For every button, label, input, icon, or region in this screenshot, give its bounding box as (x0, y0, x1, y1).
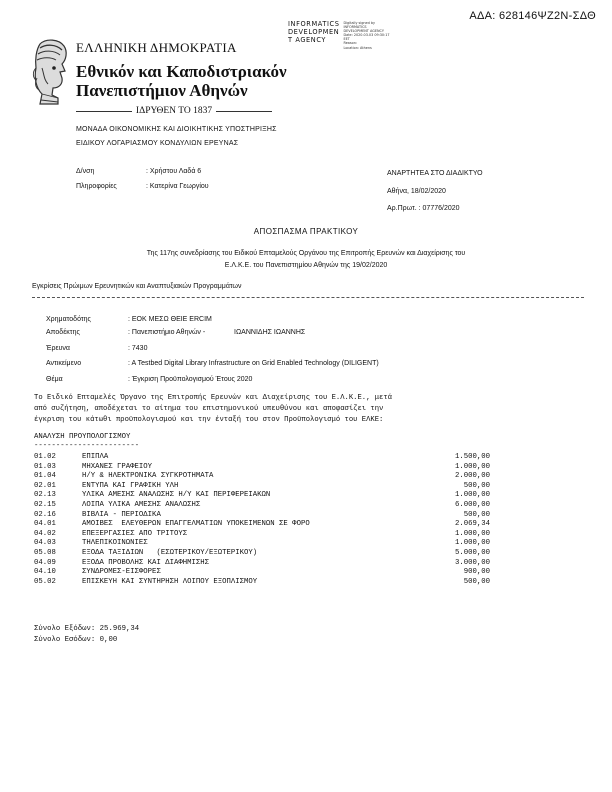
budget-amount: 5.000,00 (454, 548, 490, 557)
budget-name: ΕΞΟΔΑ ΤΑΞΙΔΙΩΝ (ΕΣΩΤΕΡΙΚΟΥ/ΕΞΩΤΕΡΙΚΟΥ) (82, 548, 258, 557)
document-date: Αθήνα, 18/02/2020 (387, 188, 446, 195)
digital-signature-stamp (288, 20, 390, 50)
budget-code: 04.01 (34, 520, 56, 529)
stamp-line: T AGENCY (288, 36, 327, 44)
section-heading: Εγκρίσεις Πρώιμων Ερευνητικών και Αναπτυξιακών Προγραμμάτων (32, 283, 242, 290)
total-income: Σύνολο Εσόδων: 0,00 (34, 636, 118, 644)
stamp-detail-line: DEVELOPMENT AGENCY (343, 29, 384, 34)
stamp-detail-line: Reason: (343, 41, 357, 46)
university-name-line: Εθνικόν και Καποδιστριακόν (76, 62, 287, 81)
budget-row (34, 472, 490, 482)
decision-line: Το Ειδικό Επταμελές Όργανο της Επιτροπής Ερευνών και Διαχείρισης του Ε.Λ.Κ.Ε., μετά (34, 394, 392, 402)
unit-name: ΜΟΝΑΔΑ ΟΙΚΟΝΟΜΙΚΗΣ ΚΑΙ ΔΙΟΙΚΗΤΙΚΗΣ ΥΠΟΣΤΗΡΙΞΗΣ (76, 126, 277, 133)
budget-code: 02.15 (34, 500, 56, 509)
stamp-detail-line: Digitally signed by (343, 21, 376, 25)
budget-code: 02.16 (34, 510, 56, 519)
stamp-detail-line: Location: Athens (343, 45, 372, 50)
stamp-line: INFORMATICS (288, 20, 340, 28)
posting-note: ΑΝΑΡΤΗΤΕΑ ΣΤΟ ΔΙΑΔΙΚΤΥΟ (387, 170, 483, 177)
founded-line (76, 106, 272, 116)
meta-value: : ΕΟΚ ΜΕΣΩ ΘΕΙΕ ΕRCIM (128, 316, 212, 323)
address-label: Δ/νση (76, 168, 95, 175)
budget-name: ΛΟΙΠΑ ΥΛΙΚΑ ΑΜΕΣΗΣ ΑΝΑΛΩΣΗΣ (82, 500, 201, 509)
total-expenses: Σύνολο Εξόδων: 25.969,34 (34, 625, 140, 633)
budget-amount: 1.000,00 (454, 539, 490, 548)
decision-line: έγκριση του κάτωθι προϋπολογισμού και την ένταξή του στον Προϋπολογισμό του ΕΛΚΕ: (34, 416, 384, 424)
budget-name: ΣΥΝΔΡΟΜΕΣ-ΕΙΣΦΟΡΕΣ (82, 568, 161, 577)
budget-amount: 500,00 (463, 577, 490, 586)
document-title: ΑΠΟΣΠΑΣΜΑ ΠΡΑΚΤΙΚΟΥ (253, 227, 359, 236)
meta-label: Αποδέκτης (46, 329, 80, 336)
budget-name: ΕΠΙΠΛΑ (82, 453, 109, 461)
budget-row (34, 482, 490, 492)
stamp-signer (288, 20, 340, 50)
budget-name: ΜΗΧΑΝΕΣ ΓΡΑΦΕΙΟΥ (82, 462, 153, 471)
stamp-details (344, 21, 390, 50)
university-name-line: Πανεπιστήμιον Αθηνών (76, 81, 248, 100)
session-line: Της 117ης συνεδρίασης του Ειδικού Επταμελούς Οργάνου της Επιτροπής Ερευνών και Διαχείρισης του (146, 250, 466, 257)
divider (216, 111, 272, 112)
budget-code: 01.04 (34, 472, 56, 481)
info-value: : Κατερίνα Γεωργίου (146, 183, 209, 190)
founded-text: ΙΔΡΥΘΕΝ ΤΟ 1837 (135, 106, 213, 116)
budget-row (34, 520, 490, 530)
budget-amount: 2.069,34 (454, 520, 490, 529)
principal-investigator: ΙΩΑΝΝΙΔΗΣ ΙΩΑΝΝΗΣ (234, 329, 306, 336)
meta-value: : 7430 (128, 345, 148, 352)
stamp-detail-line: Date: 2020.03.03 09:30:17 (343, 33, 390, 38)
budget-amount: 3.000,00 (454, 558, 490, 567)
budget-row (34, 453, 490, 463)
budget-row (34, 549, 490, 559)
divider (76, 111, 132, 112)
budget-code: 01.03 (34, 462, 56, 471)
athena-logo-icon (32, 38, 70, 108)
meta-label: Αντικείμενο (46, 360, 82, 367)
budget-amount: 500,00 (463, 510, 490, 519)
stamp-detail-line: INFORMATICS (343, 25, 367, 30)
decision-line: από συζήτηση, αποδέχεται το αίτημα του επιστημονικού υπευθύνου και αποφασίζει την (34, 405, 384, 413)
meta-value: : A Testbed Digital Library Infrastructure on Grid Enabled Technology (DILIGENT) (128, 360, 379, 367)
budget-name: ΕΝΤΥΠΑ ΚΑΙ ΓΡΑΦΙΚΗ ΥΛΗ (82, 481, 179, 490)
budget-amount: 500,00 (463, 481, 490, 490)
budget-amount: 1.500,00 (454, 453, 490, 461)
budget-row (34, 491, 490, 501)
meta-label: Έρευνα (46, 345, 70, 352)
budget-code: 05.02 (34, 577, 56, 586)
budget-name: ΕΠΕΞΕΡΓΑΣΙΕΣ ΑΠΟ ΤΡΙΤΟΥΣ (82, 529, 188, 538)
unit-subname: ΕΙΔΙΚΟΥ ΛΟΓΑΡΙΑΣΜΟΥ ΚΟΝΔΥΛΙΩΝ ΕΡΕΥΝΑΣ (76, 140, 239, 147)
budget-amount: 1.000,00 (454, 491, 490, 500)
budget-amount: 1.000,00 (454, 529, 490, 538)
budget-code: 04.09 (34, 558, 56, 567)
analysis-title: ΑΝΑΛΥΣΗ ΠΡΟΥΠΟΛΟΓΙΣΜΟΥ (34, 433, 131, 441)
protocol-number: Αρ.Πρωτ. : 07776/2020 (387, 205, 460, 212)
budget-row (34, 559, 490, 569)
budget-code: 04.03 (34, 539, 56, 548)
budget-name: Η/Υ & ΗΛΕΚΤΡΟΝΙΚΑ ΣΥΓΚΡΟΤΗΜΑΤΑ (82, 472, 214, 481)
budget-amount: 900,00 (463, 568, 490, 577)
budget-name: ΕΞΟΔΑ ΠΡΟΒΟΛΗΣ ΚΑΙ ΔΙΑΦΗΜΙΣΗΣ (82, 558, 209, 567)
budget-code: 05.08 (34, 548, 56, 557)
analysis-rule: ------------------------ (34, 442, 140, 450)
budget-row (34, 539, 490, 549)
budget-row (34, 501, 490, 511)
budget-code: 02.01 (34, 481, 56, 490)
budget-row (34, 530, 490, 540)
budget-code: 02.13 (34, 491, 56, 500)
budget-amount: 2.000,00 (454, 472, 490, 481)
budget-name: ΕΠΙΣΚΕΥΗ ΚΑΙ ΣΥΝΤΗΡΗΣΗ ΛΟΙΠΟΥ ΕΞΟΠΛΙΣΜΟΥ (82, 577, 258, 586)
university-name (76, 62, 287, 100)
meta-value: : Πανεπιστήμιο Αθηνών - (128, 329, 206, 336)
budget-name: ΥΛΙΚΑ ΑΜΕΣΗΣ ΑΝΑΛΩΣΗΣ Η/Υ ΚΑΙ ΠΕΡΙΦΕΡΕΙΑΚΩΝ (82, 491, 271, 500)
budget-row (34, 511, 490, 521)
budget-code: 01.02 (34, 453, 56, 461)
budget-amount: 1.000,00 (454, 462, 490, 471)
republic-title: ΕΛΛΗΝΙΚΗ ΔΗΜΟΚΡΑΤΙΑ (76, 40, 237, 55)
budget-code: 04.10 (34, 568, 56, 577)
stamp-line: DEVELOPMEN (288, 28, 340, 36)
ada-code: ΑΔΑ: 628146ΨΖ2Ν-ΣΔΘ (469, 10, 596, 22)
budget-amount: 6.000,00 (454, 500, 490, 509)
session-line: Ε.Λ.Κ.Ε. του Πανεπιστημίου Αθηνών της 19/02/2020 (224, 262, 388, 269)
budget-code: 04.02 (34, 529, 56, 538)
budget-name: ΤΗΛΕΠΙΚΟΙΝΩΝΙΕΣ (82, 539, 148, 548)
budget-row (34, 463, 490, 473)
info-label: Πληροφορίες (76, 183, 117, 190)
meta-label: Χρηματοδότης (46, 316, 91, 323)
stamp-detail-line: EET (343, 37, 350, 42)
address-value: : Χρήστου Λαδά 6 (146, 168, 202, 175)
meta-label: Θέμα (46, 376, 63, 383)
budget-row (34, 578, 490, 588)
budget-table (34, 453, 490, 587)
budget-name: ΒΙΒΛΙΑ - ΠΕΡΙΟΔΙΚΑ (82, 510, 161, 519)
divider (32, 297, 584, 298)
budget-name: ΑΜΟΙΒΕΣ ΕΛΕΥΘΕΡΩΝ ΕΠΑΓΓΕΛΜΑΤΙΩΝ ΥΠΟΚΕΙΜΕΝΩΝ ΣΕ ΦΟΡΟ (82, 520, 310, 529)
budget-row (34, 568, 490, 578)
meta-value: : Έγκριση Προϋπολογισμού Έτους 2020 (128, 376, 253, 383)
